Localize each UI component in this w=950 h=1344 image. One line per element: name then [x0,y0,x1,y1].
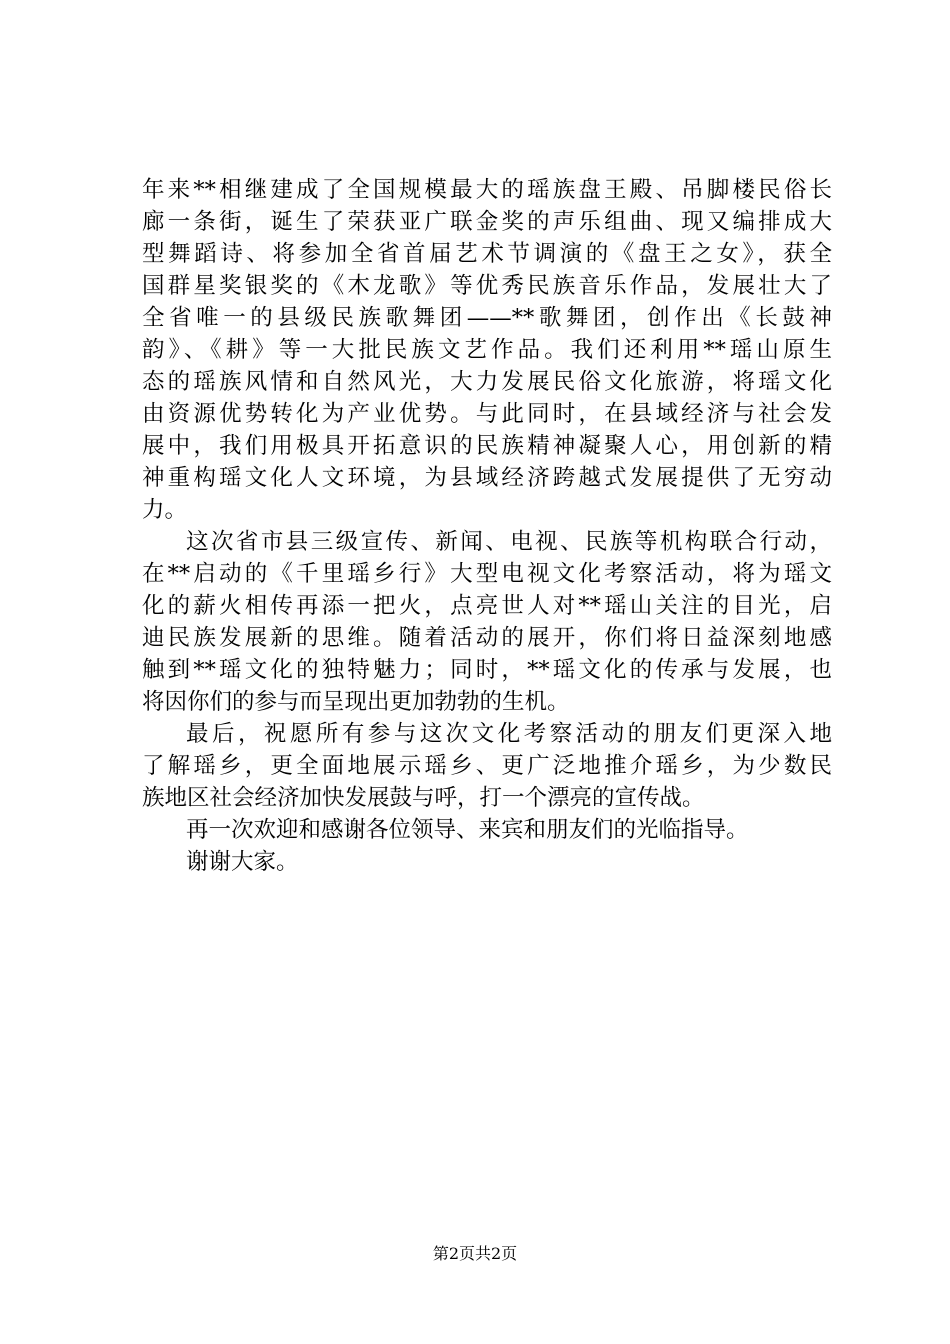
text-line: 神重构瑶文化人文环境，为县域经济跨越式发展提供了无穷动 [142,465,832,491]
text-line: 了解瑶乡，更全面地展示瑶乡、更广泛地推介瑶乡，为少数民 [142,753,832,779]
text-line: 态的瑶族风情和自然风光，大力发展民俗文化旅游，将瑶文化 [142,369,832,395]
paragraph-start-line: 这次省市县三级宣传、新闻、电视、民族等机构联合行动， [186,529,832,555]
text-line: 型舞蹈诗、将参加全省首届艺术节调演的《盘王之女》，获全 [142,241,832,267]
paragraph-start-line: 再一次欢迎和感谢各位领导、来宾和朋友们的光临指导。 [186,817,749,843]
page-total: 共2页 [475,1244,518,1263]
text-line: 触到**瑶文化的独特魅力；同时，**瑶文化的传承与发展，也 [142,657,832,683]
text-line: 展中，我们用极具开拓意识的民族精神凝聚人心，用创新的精 [142,433,832,459]
closing-line: 谢谢大家。 [186,849,299,875]
text-line: 韵》、《耕》等一大批民族文艺作品。我们还利用**瑶山原生 [142,337,832,363]
text-line: 将因你们的参与而呈现出更加勃勃的生机。 [142,689,570,715]
text-line: 全省唯一的县级民族歌舞团——**歌舞团，创作出《长鼓神 [142,305,832,331]
text-line: 廊一条街，诞生了荣获亚广联金奖的声乐组曲、现又编排成大 [142,209,832,235]
text-line: 由资源优势转化为产业优势。与此同时，在县域经济与社会发 [142,401,832,427]
page-number: 第2页 [432,1244,475,1263]
text-line: 族地区社会经济加快发展鼓与呼，打一个漂亮的宣传战。 [142,785,705,811]
text-line: 在**启动的《千里瑶乡行》大型电视文化考察活动，将为瑶文 [142,561,832,587]
paragraph-start-line: 最后，祝愿所有参与这次文化考察活动的朋友们更深入地 [186,721,832,747]
text-line: 年来**相继建成了全国规模最大的瑶族盘王殿、吊脚楼民俗长 [142,177,832,203]
text-line: 力。 [142,497,188,523]
text-line: 化的薪火相传再添一把火，点亮世人对**瑶山关注的目光，启 [142,593,832,619]
document-body [142,174,832,878]
text-line: 迪民族发展新的思维。随着活动的展开，你们将日益深刻地感 [142,625,832,651]
page-footer [0,1244,950,1264]
text-line: 国群星奖银奖的《木龙歌》等优秀民族音乐作品，发展壮大了 [142,273,832,299]
